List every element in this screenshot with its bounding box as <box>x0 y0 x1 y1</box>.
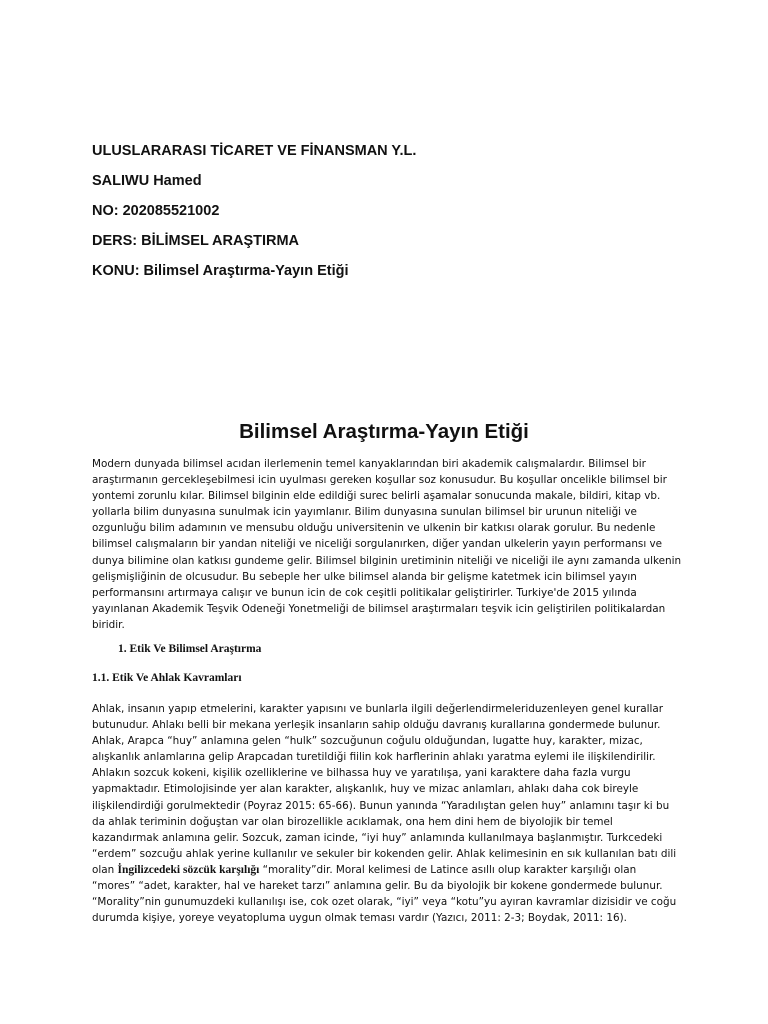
intro-paragraph: Modern dunyada bilimsel acıdan ilerlemenin temel kanyaklarından biri akademik calışmalardır. Bilimsel bir araştırmanın gercekleşebilmesi icin uyulması gereken koşullar soz konusudur. Bu koşullar oncelikle bilimsel bir yontemi zorunlu kılar. Bilimsel bilginin elde edildiği surec belirli aşamalar sonucunda makale, bildiri, kitap vb. yollarla bilim dunyasına sunulmak icin yayımlanır. Bilim dunyasına sunulan bilimsel bir urunun niteliği ve ozgunluğu bilim adamının ve mensubu olduğu universitenin ve ulkenin bir katkısı olarak gorulur. Bu nedenle bilimsel calışmaların bir yandan niteliği ve niceliği sorgulanırken, diğer yandan ulkelerin yayın performansı ve dunya bilimine olan katkısı gundeme gelir. Bilimsel bilginin uretiminin niteliği ve niceliği ile aynı zamanda ulkenin gelişmişliğinin de olcusudur. Bu sebeple her ulke bilimsel alanda bir gelişme katetmek icin bilimsel yayın performansını artırmaya calışır ve bunun icin de cok ceşitli politikalar geliştirirler. Turkiye'de 2015 yılında yayınlanan Akademik Teşvik Odeneği Yonetmeliği de bilimsel araştırmaları teşvik icin geliştirilen politikalardan biridir. <box>92 458 682 631</box>
course-line: DERS: BİLİMSEL ARAŞTIRMA <box>92 233 300 249</box>
ethics-paragraph <box>92 701 682 926</box>
paragraph-text-part-2: “morality”dir. Moral kelimesi de Latince asıllı olup karakter karşılığı olan “mores” “adet, karakter, hal ve hareket tarzı” anlamına gelir. Bu da biyolojik bir kokene gondermede bulunur. “Morality”nin gunumuzdeki kullanılışı ise, cok ozet olarak, “iyi” veya “kotu”yu ayıran kavramlar dizisidir ve coğu durumda kişiye, yoreye veyatopluma uygun olmak teması vardır (Yazıcı, 2011: 2-3; Boydak, 2011: 16). <box>92 863 677 925</box>
paragraph-text-part-1: Ahlak, insanın yapıp etmelerini, karakter yapısını ve bunlarla ilgili değerlendirmeleriduzenleyen genel kurallar butunudur. Ahlakı belli bir mekana yerleşik insanların sahip olduğu davranış kurallarına gondermede bulunur. Ahlak, Arapca “huy” anlamına gelen “hulk” sozcuğunun coğulu olduğundan, lugatte huy, karakter, mizac, alışkanlık anlamlarına gelip Arapcadan turetildiği fiilin kok harflerinin ahlakı yaratma eylemi ile ilişkilendirilir. Ahlakın sozcuk kokeni, kişilik ozelliklerine ve bilhassa huy ve yaratılışa, yani karaktere daha fazla vurgu yapmaktadır. Etimolojisinde yer alan karakter, alışkanlık, huy ve mizac anlamları, ahlakı daha cok bireyle ilişkilendirdiği gorulmektedir (Poyraz 2015: 65-66). Bunun yanında “Yaradılıştan gelen huy” anlamını taşır ki bu da ahlak teriminin doğuştan var olan birozellikle acıklamak, ona hem dini hem de biyolojik bir temel kazandırmak anlamına gelir. Sozcuk, zaman icinde, “iyi huy” anlamında kullanılmaya başlanmıştır. Turkcedeki “erdem” sozcuğu ahlak yerine kullanılır ve sekuler bir kokenden gelir. Ahlak kelimesinin en sık kullanılan batı dili olan <box>92 703 677 876</box>
student-number-line: NO: 202085521002 <box>92 203 220 219</box>
cover-header <box>92 141 416 291</box>
section-heading: 1. Etik Ve Bilimsel Araştırma <box>118 643 262 655</box>
subsection-heading: 1.1. Etik Ve Ahlak Kavramları <box>92 672 242 684</box>
student-name-line: SALIWU Hamed <box>92 173 202 189</box>
program-line: ULUSLARARASI TİCARET VE FİNANSMAN Y.L. <box>92 143 417 159</box>
document-title: Bilimsel Araştırma-Yayın Etiği <box>239 420 529 443</box>
paragraph-bold-phrase: İngilizcedeki sözcük karşılığı <box>117 863 260 876</box>
topic-line: KONU: Bilimsel Araştırma-Yayın Etiği <box>92 263 349 279</box>
